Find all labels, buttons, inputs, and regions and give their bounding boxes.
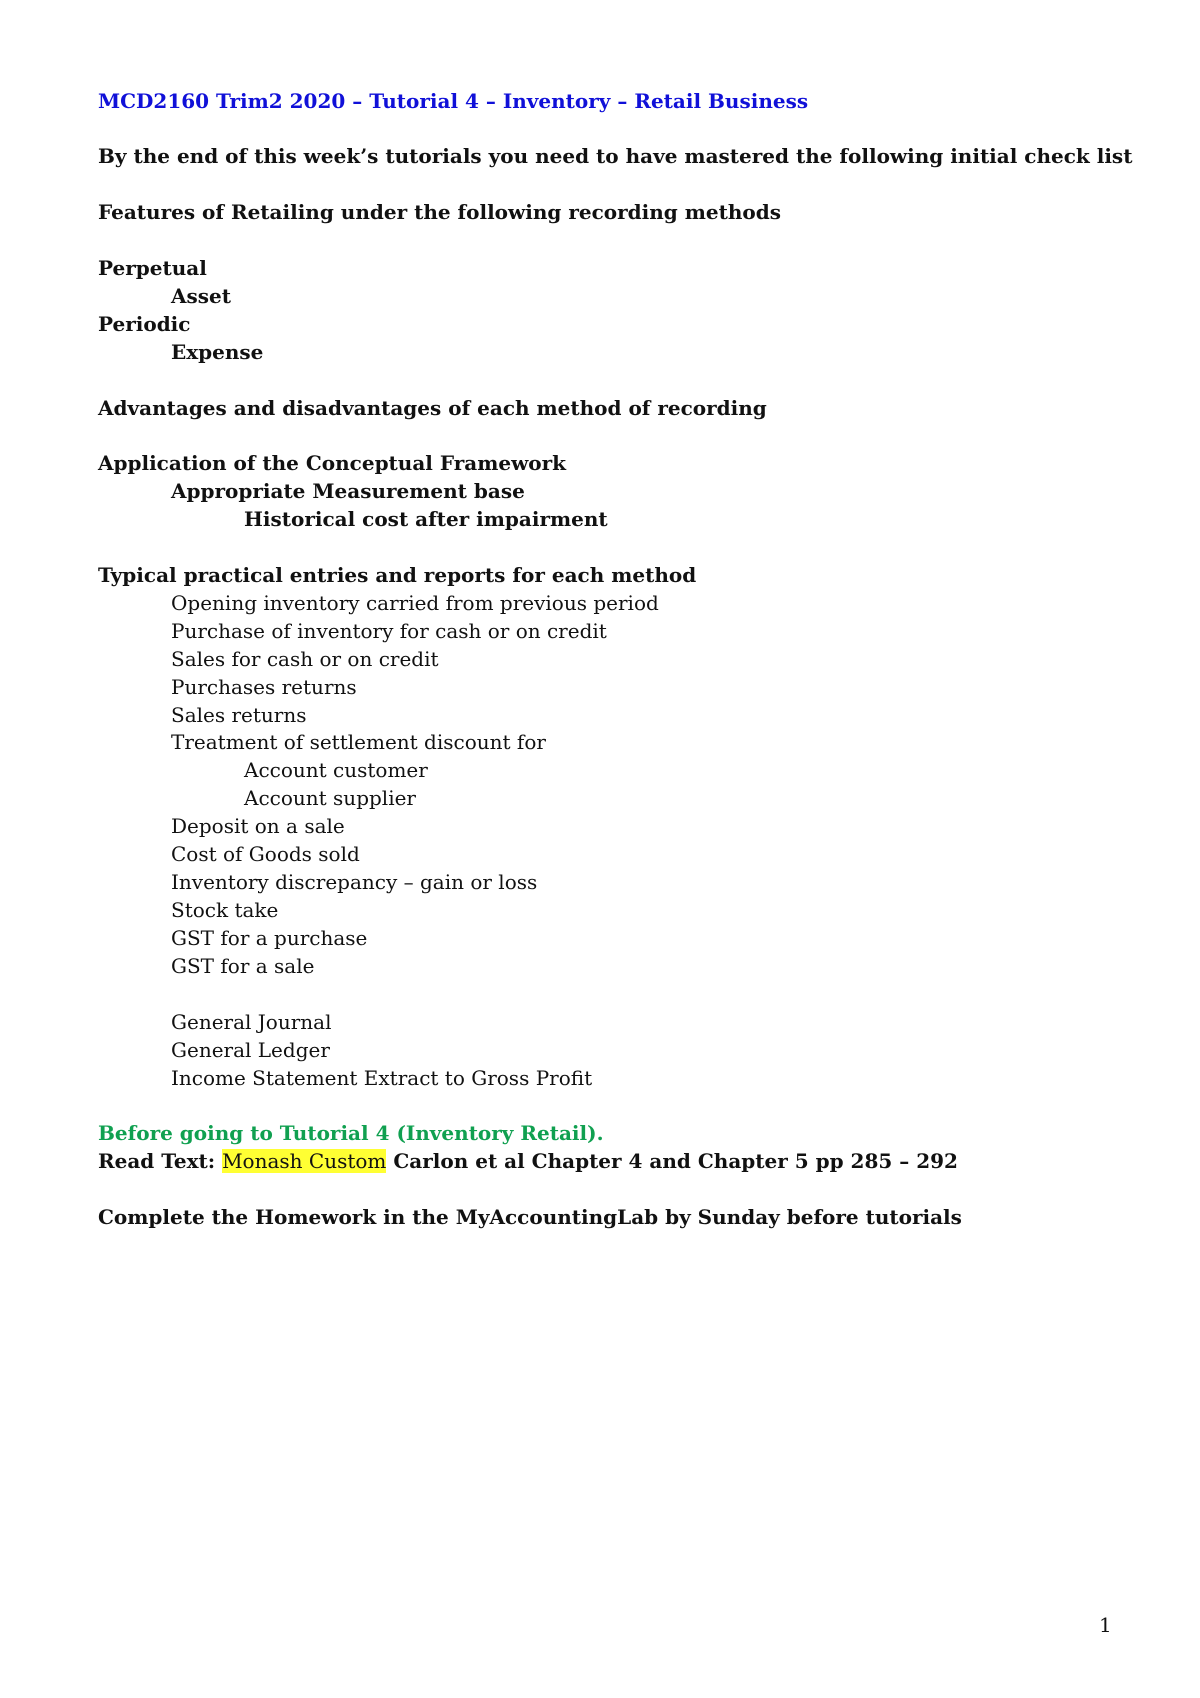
periodic-label: Periodic [98, 312, 191, 336]
intro-text: By the end of this week’s tutorials you need to have mastered the following initial check list [98, 144, 1133, 168]
historical-cost: Historical cost after impairment [244, 507, 608, 531]
entry-item: Sales returns [171, 703, 307, 727]
homework-text: Complete the Homework in the MyAccountingLab by Sunday before tutorials [98, 1205, 962, 1229]
entry-item: Cost of Goods sold [171, 842, 360, 866]
entry-item: GST for a purchase [171, 926, 368, 950]
entry-item: Deposit on a sale [171, 814, 345, 838]
read-text-prefix: Read Text: [98, 1149, 223, 1173]
perpetual-label: Perpetual [98, 256, 207, 280]
entry-item: Sales for cash or on credit [171, 647, 439, 671]
read-text-line [98, 1148, 958, 1174]
report-item: General Ledger [171, 1038, 330, 1062]
entry-subitem: Account supplier [244, 786, 416, 810]
features-heading: Features of Retailing under the following recording methods [98, 200, 781, 224]
advantages-heading: Advantages and disadvantages of each method of recording [98, 396, 767, 420]
entry-item: Treatment of settlement discount for [171, 730, 546, 754]
report-item: General Journal [171, 1010, 332, 1034]
entry-item: Inventory discrepancy – gain or loss [171, 870, 538, 894]
entry-item: GST for a sale [171, 954, 315, 978]
document-title: MCD2160 Trim2 2020 – Tutorial 4 – Inventory – Retail Business [98, 89, 809, 113]
report-item: Income Statement Extract to Gross Profit [171, 1066, 593, 1090]
before-going-heading: Before going to Tutorial 4 (Inventory Retail). [98, 1121, 604, 1145]
read-text-highlight: Monash Custom [222, 1149, 387, 1173]
entry-item: Opening inventory carried from previous period [171, 591, 659, 615]
read-text-suffix: Carlon et al Chapter 4 and Chapter 5 pp 285 – 292 [386, 1149, 958, 1173]
expense-label: Expense [171, 340, 264, 364]
measurement-base: Appropriate Measurement base [171, 479, 525, 503]
entry-item: Stock take [171, 898, 279, 922]
asset-label: Asset [171, 284, 231, 308]
entry-item: Purchases returns [171, 675, 357, 699]
entries-heading: Typical practical entries and reports for each method [98, 563, 697, 587]
entry-item: Purchase of inventory for cash or on credit [171, 619, 607, 643]
framework-heading: Application of the Conceptual Framework [98, 451, 567, 475]
entry-subitem: Account customer [244, 758, 428, 782]
page-number: 1 [1099, 1613, 1112, 1637]
